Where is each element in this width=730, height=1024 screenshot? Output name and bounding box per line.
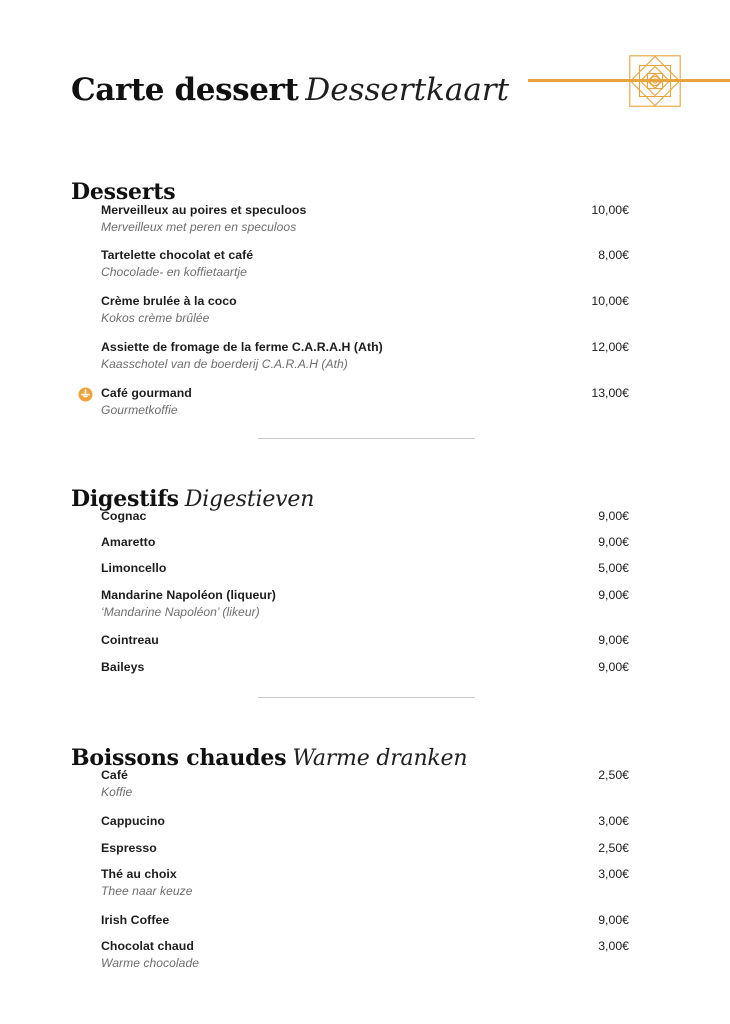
menu-item-translation: Kokos crème brûlée — [101, 311, 210, 325]
menu-item[interactable] — [0, 840, 730, 860]
menu-item-price: 3,00€ — [598, 814, 629, 828]
menu-item-name: Limoncello — [101, 561, 167, 575]
menu-item[interactable] — [0, 534, 730, 554]
menu-item-price: 9,00€ — [598, 913, 629, 927]
menu-item-price: 9,00€ — [598, 588, 629, 602]
menu-item-translation: Koffie — [101, 785, 133, 799]
allergen-badge-icon[interactable] — [78, 387, 93, 402]
menu-item[interactable] — [0, 385, 730, 421]
menu-item-translation: Kaasschotel van de boerderij C.A.R.A.H (Ath) — [101, 357, 348, 371]
menu-item[interactable] — [0, 813, 730, 833]
menu-item[interactable] — [0, 866, 730, 902]
menu-item[interactable] — [0, 659, 730, 679]
section-divider — [258, 438, 475, 439]
menu-item-price: 3,00€ — [598, 939, 629, 953]
menu-item[interactable] — [0, 339, 730, 375]
menu-item-price: 2,50€ — [598, 768, 629, 782]
menu-item-name: Merveilleux au poires et speculoos — [101, 203, 307, 217]
menu-item-name: Cognac — [101, 509, 147, 523]
menu-item-name: Amaretto — [101, 535, 156, 549]
menu-item-price: 8,00€ — [598, 248, 629, 262]
menu-item-name: Café — [101, 768, 128, 782]
section-heading-fr: Desserts — [71, 179, 176, 206]
menu-item-name: Thé au choix — [101, 867, 177, 881]
menu-item-price: 2,50€ — [598, 841, 629, 855]
header-rule — [528, 55, 730, 109]
menu-item-price: 12,00€ — [591, 340, 629, 354]
page-title-nl: Dessertkaart — [305, 71, 510, 108]
menu-item-name: Assiette de fromage de la ferme C.A.R.A.H (Ath) — [101, 340, 383, 354]
menu-item[interactable] — [0, 293, 730, 329]
menu-item[interactable] — [0, 938, 730, 974]
menu-item-name: Espresso — [101, 841, 157, 855]
section-heading-nl: Digestieven — [184, 487, 315, 513]
menu-item-translation: Gourmetkoffie — [101, 403, 178, 417]
menu-item-name: Cappucino — [101, 814, 165, 828]
menu-item-price: 10,00€ — [591, 294, 629, 308]
menu-item[interactable] — [0, 587, 730, 623]
section-divider — [258, 697, 475, 698]
nested-diamond-ornament-icon — [629, 55, 681, 107]
menu-item-price: 9,00€ — [598, 509, 629, 523]
menu-item-price: 13,00€ — [591, 386, 629, 400]
menu-item-price: 3,00€ — [598, 867, 629, 881]
menu-item[interactable] — [0, 767, 730, 803]
menu-item-translation: Warme chocolade — [101, 956, 199, 970]
section-heading-nl: Warme dranken — [292, 746, 468, 772]
menu-item[interactable] — [0, 202, 730, 238]
menu-item[interactable] — [0, 247, 730, 283]
menu-item-price: 9,00€ — [598, 535, 629, 549]
page-title — [71, 70, 509, 110]
menu-item-translation: Thee naar keuze — [101, 884, 193, 898]
menu-item-name: Crème brulée à la coco — [101, 294, 237, 308]
menu-item-name: Tartelette chocolat et café — [101, 248, 254, 262]
menu-item-translation: Merveilleux met peren en speculoos — [101, 220, 297, 234]
menu-item-name: Baileys — [101, 660, 145, 674]
menu-item-name: Café gourmand — [101, 386, 192, 400]
page-title-fr: Carte dessert — [71, 71, 299, 108]
menu-item-translation: ‘Mandarine Napoléon’ (likeur) — [101, 605, 260, 619]
menu-item-price: 9,00€ — [598, 633, 629, 647]
menu-item-price: 10,00€ — [591, 203, 629, 217]
menu-item-name: Mandarine Napoléon (liqueur) — [101, 588, 276, 602]
menu-item-price: 5,00€ — [598, 561, 629, 575]
menu-item-price: 9,00€ — [598, 660, 629, 674]
menu-item-name: Irish Coffee — [101, 913, 170, 927]
menu-item[interactable] — [0, 632, 730, 652]
menu-item[interactable] — [0, 912, 730, 932]
menu-header — [0, 0, 730, 130]
menu-item-translation: Chocolade- en koffietaartje — [101, 265, 247, 279]
menu-item-name: Cointreau — [101, 633, 159, 647]
section-heading-fr: Boissons chaudes — [71, 745, 287, 772]
menu-item-name: Chocolat chaud — [101, 939, 194, 953]
menu-item[interactable] — [0, 508, 730, 528]
menu-item[interactable] — [0, 560, 730, 580]
section-heading-fr: Digestifs — [71, 486, 179, 513]
